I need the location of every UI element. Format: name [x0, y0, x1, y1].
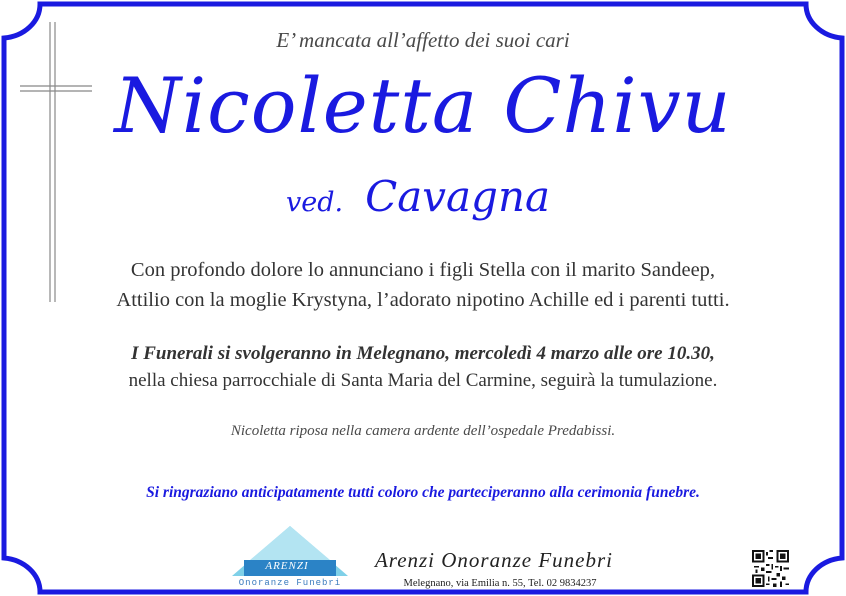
logo-wordmark: ARENZI: [265, 560, 309, 572]
married-surname: Cavagna: [365, 172, 551, 221]
funeral-details: [0, 340, 846, 394]
announcement-line: Con profondo dolore lo annunciano i figli Stella con il marito Sandeep,: [130, 259, 716, 281]
ved-label: ved.: [286, 187, 344, 218]
maiden-name-line: [286, 172, 550, 221]
company-address: Melegnano, via Emilia n. 55, Tel. 02 9834237: [403, 578, 597, 589]
funeral-location-line: nella chiesa parrocchiale di Santa Maria del Carmine, seguirà la tumulazione.: [128, 370, 718, 391]
deceased-name: Nicoletta Chivu: [114, 61, 732, 150]
thanks-message: Si ringraziano anticipatamente tutti coloro che parteciperanno alla cerimonia funebre.: [146, 484, 700, 501]
company-name: Arenzi Onoranze Funebri: [374, 548, 614, 572]
announcement: [0, 255, 846, 315]
rest-location: Nicoletta riposa nella camera ardente dell’ospedale Predabissi.: [230, 423, 616, 439]
intro-text: E’ mancata all’affetto dei suoi cari: [276, 28, 570, 52]
logo-subtitle: Onoranze Funebri: [238, 578, 342, 588]
announcement-line: Attilio con la moglie Krystyna, l’adorato nipotino Achille ed i parenti tutti.: [116, 289, 730, 311]
funeral-date-line: I Funerali si svolgeranno in Melegnano, mercoledì 4 marzo alle ore 10.30,: [131, 343, 715, 364]
qr-code-icon: [752, 550, 789, 587]
